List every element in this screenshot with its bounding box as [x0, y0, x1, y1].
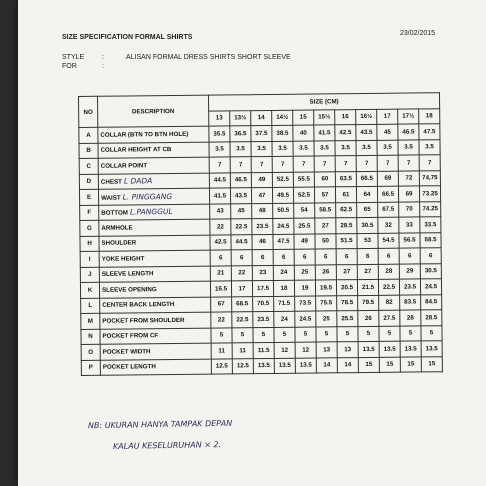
row-description: YOKE HEIGHT [101, 255, 145, 263]
size-value-cell: 6 [378, 248, 399, 264]
size-value-cell: 67 [211, 296, 232, 312]
size-value-cell: 6 [420, 248, 441, 264]
row-description: COLLAR (BTN TO BTN HOLE) [100, 130, 189, 139]
table-row [81, 356, 442, 375]
size-value-cell: 30.5 [420, 263, 441, 279]
size-value-cell: 5 [211, 327, 232, 343]
size-value-cell: 73.5 [295, 296, 316, 312]
size-value-cell: 70 [399, 201, 420, 217]
size-value-cell: 5 [358, 326, 379, 342]
row-description-cell [100, 297, 211, 314]
row-description-cell [100, 328, 211, 345]
size-value-cell: 7 [209, 157, 230, 173]
for-label: FOR [62, 63, 77, 70]
size-value-cell: 33 [399, 217, 420, 233]
size-value-cell: 22.5 [232, 312, 253, 328]
size-value-cell: 43.5 [356, 124, 377, 140]
row-description-cell [100, 312, 211, 329]
row-description: CHEST [100, 178, 122, 187]
size-value-cell: 17.5 [252, 280, 273, 296]
size-header-cell: 16½ [356, 109, 377, 125]
size-value-cell: 6 [273, 249, 294, 265]
size-value-cell: 24.5 [273, 218, 294, 234]
size-value-cell: 13.5 [358, 341, 379, 357]
size-value-cell: 12 [295, 342, 316, 358]
size-value-cell: 68.5 [232, 296, 253, 312]
size-value-cell: 23.5 [399, 279, 420, 295]
size-value-cell: 41.5 [209, 188, 230, 204]
size-header-cell: 13 [209, 110, 230, 126]
size-value-cell: 37.5 [251, 125, 272, 141]
size-value-cell: 27 [336, 264, 357, 280]
size-value-cell: 75.5 [316, 295, 337, 311]
size-value-cell: 44.5 [231, 234, 252, 250]
size-value-cell: 79.5 [358, 295, 379, 311]
size-value-cell: 46.5 [230, 172, 251, 188]
size-value-cell: 27 [315, 218, 336, 234]
size-value-cell: 74,75 [419, 170, 440, 186]
size-value-cell: 33.5 [420, 217, 441, 233]
size-value-cell: 49 [294, 234, 315, 250]
size-value-cell: 22 [231, 265, 252, 281]
size-value-cell: 36.5 [230, 126, 251, 142]
size-value-cell: 42.5 [210, 234, 231, 250]
size-value-cell: 13.5 [379, 341, 400, 357]
size-header-cell: 17 [377, 109, 398, 125]
row-description-cell [98, 142, 209, 159]
size-value-cell: 55.5 [293, 172, 314, 188]
size-value-cell: 57 [314, 187, 335, 203]
size-value-cell: 50 [315, 233, 336, 249]
size-value-cell: 78.5 [337, 295, 358, 311]
size-header-cell: 18 [419, 108, 440, 124]
row-description-cell [99, 235, 210, 252]
for-colon: : [102, 63, 104, 70]
row-description: CENTER BACK LENGTH [102, 301, 175, 310]
row-description-cell [99, 266, 210, 283]
size-value-cell: 54.5 [378, 233, 399, 249]
size-value-cell: 22.5 [378, 279, 399, 295]
size-value-cell: 43.5 [230, 188, 251, 204]
row-code: G [80, 220, 99, 236]
size-value-cell: 40 [293, 125, 314, 141]
size-value-cell: 58.5 [315, 202, 336, 218]
size-value-cell: 73.25 [419, 186, 440, 202]
size-value-cell: 7 [335, 156, 356, 172]
size-value-cell: 26 [358, 310, 379, 326]
size-value-cell: 66.5 [356, 171, 377, 187]
size-value-cell: 7 [377, 155, 398, 171]
size-value-cell: 13.5 [400, 341, 421, 357]
size-value-cell: 15 [400, 356, 421, 372]
size-value-cell: 25 [294, 265, 315, 281]
size-value-cell: 43 [210, 203, 231, 219]
size-value-cell: 61 [335, 187, 356, 203]
size-value-cell: 30.5 [357, 217, 378, 233]
size-value-cell: 18 [273, 280, 294, 296]
size-value-cell: 12.5 [232, 358, 253, 374]
size-value-cell: 14 [316, 357, 337, 373]
size-value-cell: 26 [315, 264, 336, 280]
size-value-cell: 49 [251, 172, 272, 188]
size-value-cell: 23.5 [252, 218, 273, 234]
size-value-cell: 24 [273, 265, 294, 281]
size-value-cell: 3.5 [251, 141, 272, 157]
size-value-cell: 52.5 [293, 187, 314, 203]
row-description: ARMHOLE [101, 224, 133, 232]
size-value-cell: 38.5 [272, 125, 293, 141]
size-header-cell: 16 [335, 109, 356, 125]
size-value-cell: 5 [337, 326, 358, 342]
size-value-cell: 29 [399, 263, 420, 279]
size-value-cell: 24 [274, 311, 295, 327]
handwritten-note-2: KALAU KESELURUHAN × 2. [112, 440, 222, 451]
size-value-cell: 70.5 [253, 296, 274, 312]
row-description: POCKET FROM CF [102, 332, 159, 341]
size-value-cell: 42.5 [335, 125, 356, 141]
size-value-cell: 50.5 [273, 203, 294, 219]
row-description: COLLAR HEIGHT AT CB [100, 146, 172, 155]
size-value-cell: 23.5 [253, 311, 274, 327]
size-value-cell: 13.5 [253, 358, 274, 374]
for-row [62, 63, 126, 70]
size-value-cell: 63.5 [335, 171, 356, 187]
size-value-cell: 64 [356, 186, 377, 202]
size-value-cell: 69 [377, 171, 398, 187]
size-value-cell: 15 [358, 357, 379, 373]
size-value-cell: 16.5 [210, 281, 231, 297]
size-value-cell: 12 [274, 342, 295, 358]
document-page [18, 0, 486, 486]
size-value-cell: 41.5 [314, 125, 335, 141]
size-value-cell: 15 [421, 356, 442, 372]
row-description-cell [99, 281, 210, 298]
size-value-cell: 7 [251, 156, 272, 172]
row-code: H [80, 236, 99, 252]
size-value-cell: 47 [251, 187, 272, 203]
style-value: ALISAN FORMAL DRESS SHIRTS SHORT SLEEVE [126, 54, 291, 61]
col-size-header: SIZE (CM) [208, 93, 439, 111]
size-value-cell: 69 [398, 186, 419, 202]
row-code: J [80, 267, 99, 283]
size-value-cell: 6 [231, 250, 252, 266]
size-value-cell: 6 [252, 249, 273, 265]
size-value-cell: 53 [357, 233, 378, 249]
document-date: 23/02/2015 [400, 30, 436, 37]
handwritten-note-1: NB: UKURAN HANYA TAMPAK DEPAN [87, 418, 233, 431]
size-value-cell: 5 [232, 327, 253, 343]
size-value-cell: 7 [314, 156, 335, 172]
row-description: SHOULDER [101, 239, 137, 248]
size-value-cell: 7 [230, 157, 251, 173]
size-value-cell: 32 [378, 217, 399, 233]
size-value-cell: 21.5 [357, 279, 378, 295]
size-value-cell: 45 [377, 124, 398, 140]
size-value-cell: 22 [211, 312, 232, 328]
size-value-cell: 5 [316, 326, 337, 342]
size-value-cell: 20.5 [336, 280, 357, 296]
style-row [62, 54, 291, 61]
size-value-cell: 46 [252, 234, 273, 250]
row-code: K [80, 282, 99, 298]
size-value-cell: 67.5 [378, 202, 399, 218]
size-value-cell: 13.5 [421, 341, 442, 357]
size-value-cell: 14 [337, 357, 358, 373]
size-value-cell: 3.5 [419, 139, 440, 155]
row-code: L [81, 298, 100, 314]
row-code: P [81, 360, 100, 376]
size-value-cell: 19.5 [315, 280, 336, 296]
size-value-cell: 11 [211, 343, 232, 359]
size-value-cell: 13 [316, 342, 337, 358]
size-value-cell: 47.5 [273, 234, 294, 250]
row-handwritten-label: L.PANGGUL [129, 207, 173, 217]
size-value-cell: 13.5 [295, 358, 316, 374]
size-value-cell: 45 [231, 203, 252, 219]
row-description-cell [98, 188, 209, 205]
size-value-cell: 25.5 [294, 218, 315, 234]
size-value-cell: 25.5 [337, 311, 358, 327]
size-value-cell: 3.5 [335, 140, 356, 156]
row-handwritten-label: L. PINGGANG [122, 191, 173, 202]
size-value-cell: 17 [231, 281, 252, 297]
row-code: D [79, 174, 98, 190]
size-header-cell: 15 [293, 110, 314, 126]
size-value-cell: 6 [336, 249, 357, 265]
size-value-cell: 19 [294, 280, 315, 296]
size-value-cell: 6 [357, 248, 378, 264]
size-value-cell: 3.5 [314, 140, 335, 156]
size-value-cell: 7 [398, 155, 419, 171]
size-value-cell: 28 [378, 264, 399, 280]
row-description-cell [98, 126, 209, 143]
size-value-cell: 3.5 [377, 140, 398, 156]
size-value-cell: 27 [357, 264, 378, 280]
col-desc-header: DESCRIPTION [98, 95, 209, 127]
size-value-cell: 27.5 [379, 310, 400, 326]
size-value-cell: 5 [400, 325, 421, 341]
size-value-cell: 52.5 [272, 172, 293, 188]
size-value-cell: 44.5 [209, 172, 230, 188]
size-value-cell: 22.5 [231, 219, 252, 235]
size-header-cell: 17½ [398, 108, 419, 124]
size-value-cell: 82 [379, 295, 400, 311]
row-code: M [81, 313, 100, 329]
size-value-cell: 25 [316, 311, 337, 327]
size-value-cell: 7 [272, 156, 293, 172]
size-value-cell: 3.5 [209, 141, 230, 157]
size-header-cell: 15½ [314, 109, 335, 125]
size-value-cell: 65 [357, 202, 378, 218]
row-description: POCKET LENGTH [102, 363, 156, 372]
size-value-cell: 12.5 [211, 358, 232, 374]
row-code: N [81, 329, 100, 345]
size-header-cell: 14½ [272, 110, 293, 126]
size-value-cell: 23 [252, 265, 273, 281]
row-description: POCKET FROM SHOULDER [102, 316, 185, 325]
size-value-cell: 15 [379, 357, 400, 373]
col-no-header: NO [79, 96, 98, 127]
table-body [79, 124, 443, 376]
row-description: BOTTOM [101, 209, 128, 218]
size-value-cell: 5 [295, 327, 316, 343]
size-value-cell: 35.5 [209, 126, 230, 142]
row-description-cell [99, 219, 210, 236]
size-value-cell: 11.5 [253, 342, 274, 358]
size-value-cell: 47.5 [419, 124, 440, 140]
size-header-cell: 13½ [230, 110, 251, 126]
size-value-cell: 62.5 [336, 202, 357, 218]
size-value-cell: 22 [210, 219, 231, 235]
size-value-cell: 6 [399, 248, 420, 264]
size-value-cell: 24.5 [295, 311, 316, 327]
row-description-cell [99, 204, 210, 221]
row-handwritten-label: L DADA [123, 176, 153, 186]
size-value-cell: 74.25 [420, 201, 441, 217]
document-title: SIZE SPECIFICATION FORMAL SHIRTS [62, 34, 193, 41]
size-value-cell: 66.5 [377, 186, 398, 202]
size-value-cell: 3.5 [230, 141, 251, 157]
row-description: SLEEVE OPENING [101, 285, 157, 294]
size-value-cell: 46.5 [398, 124, 419, 140]
style-label: STYLE [62, 54, 85, 61]
row-code: B [79, 143, 98, 159]
size-value-cell: 3.5 [272, 141, 293, 157]
size-value-cell: 6 [315, 249, 336, 265]
row-description: WAIST [101, 194, 121, 202]
size-header-cell: 14 [251, 110, 272, 126]
size-value-cell: 49.5 [272, 187, 293, 203]
row-description-cell [100, 359, 211, 376]
size-value-cell: 60 [314, 171, 335, 187]
size-spec-table [78, 92, 443, 376]
size-value-cell: 72 [398, 170, 419, 186]
size-value-cell: 83.5 [400, 294, 421, 310]
size-value-cell: 5 [253, 327, 274, 343]
size-value-cell: 58.5 [420, 232, 441, 248]
size-value-cell: 3.5 [356, 140, 377, 156]
size-value-cell: 56.5 [399, 232, 420, 248]
size-value-cell: 28.5 [421, 310, 442, 326]
size-value-cell: 28.5 [336, 218, 357, 234]
size-value-cell: 5 [274, 327, 295, 343]
size-value-cell: 3.5 [398, 139, 419, 155]
size-value-cell: 48 [252, 203, 273, 219]
size-value-cell: 6 [294, 249, 315, 265]
row-description: SLEEVE LENGTH [101, 270, 154, 279]
row-code: C [79, 158, 98, 174]
size-value-cell: 5 [421, 325, 442, 341]
size-value-cell: 13 [337, 342, 358, 358]
row-description-cell [99, 250, 210, 267]
row-description-cell [98, 157, 209, 174]
size-value-cell: 7 [356, 155, 377, 171]
size-value-cell: 3.5 [293, 141, 314, 157]
style-colon: : [102, 54, 104, 61]
row-description-cell [98, 173, 209, 190]
row-description: COLLAR POINT [100, 162, 148, 170]
row-code: F [80, 205, 99, 221]
size-value-cell: 21 [210, 265, 231, 281]
size-value-cell: 28 [400, 310, 421, 326]
row-code: I [80, 251, 99, 267]
size-value-cell: 11 [232, 343, 253, 359]
size-value-cell: 71.5 [274, 296, 295, 312]
row-code: A [79, 127, 98, 143]
row-description: POCKET WIDTH [102, 348, 151, 356]
size-value-cell: 5 [379, 326, 400, 342]
size-value-cell: 6 [210, 250, 231, 266]
size-value-cell: 54 [294, 203, 315, 219]
size-value-cell: 24.5 [420, 279, 441, 295]
size-value-cell: 84.5 [421, 294, 442, 310]
size-value-cell: 7 [419, 155, 440, 171]
size-value-cell: 7 [293, 156, 314, 172]
row-description-cell [100, 343, 211, 360]
row-code: O [81, 344, 100, 360]
row-code: E [79, 189, 98, 205]
size-value-cell: 51.5 [336, 233, 357, 249]
size-value-cell: 13.5 [274, 358, 295, 374]
